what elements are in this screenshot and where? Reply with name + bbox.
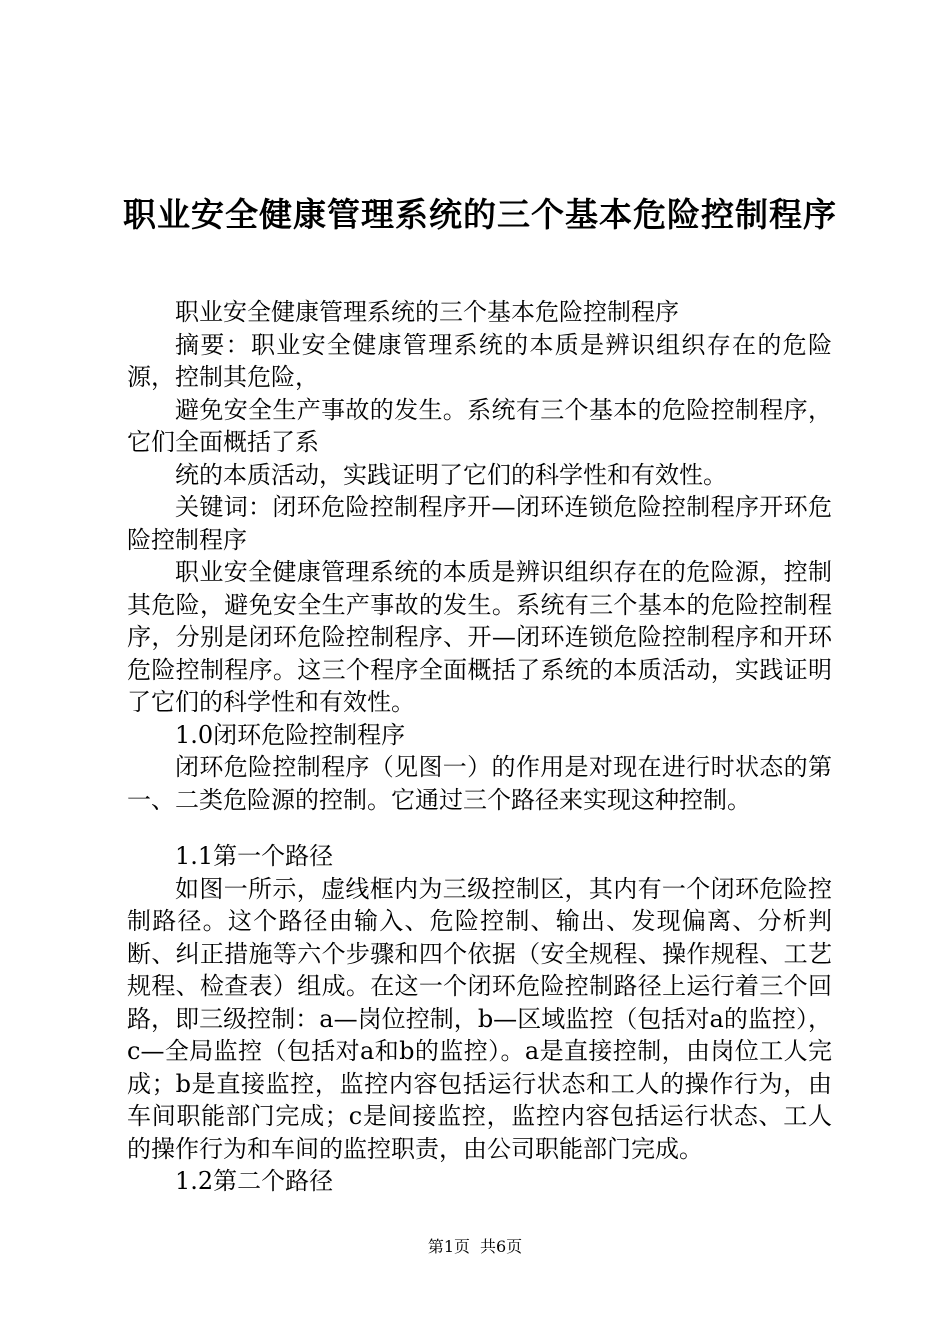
section-heading-1-0: 1.0闭环危险控制程序 [175, 720, 406, 749]
abstract-line-2: 避免安全生产事故的发生。系统有三个基本的危险控制程序，它们全面概括了系 [127, 395, 832, 456]
section-1-0-paragraph: 闭环危险控制程序（见图一）的作用是对现在进行时状态的第一、二类危险源的控制。它通过三个路径来实现这种控制。 [127, 753, 832, 814]
intro-title-line: 职业安全健康管理系统的三个基本危险控制程序 [175, 298, 679, 326]
intro-paragraph: 职业安全健康管理系统的本质是辨识组织存在的危险源，控制其危险，避免安全生产事故的发生。系统有三个基本的危险控制程序，分别是闭环危险控制程序、开—闭环连锁危险控制程序和开环危险控制程序。这三个程序全面概括了系统的本质活动，实践证明了它们的科学性和有效性。 [127, 558, 832, 716]
page-total: 共6页 [480, 1237, 523, 1256]
section-heading-1-2: 1.2第二个路径 [175, 1167, 334, 1195]
keywords-paragraph: 关键词：闭环危险控制程序开—闭环连锁危险控制程序开环危险控制程序 [127, 493, 832, 554]
section-heading-1-1: 1.1第一个路径 [175, 842, 334, 870]
section-1-1-paragraph: 如图一所示，虚线框内为三级控制区，其内有一个闭环危险控制路径。这个路径由输入、危险控制、输出、发现偏离、分析判断、纠正措施等六个步骤和四个依据（安全规程、操作规程、工艺规程、检查表）组成。在这一个闭环危险控制路径上运行着三个回路，即三级控制：a—岗位控制，b—区域监控（包括对a的监控），c—全局监控（包括对a和b的监控）。a是直接控制，由岗位工人完成；b是直接监控，监控内容包括运行状态和工人的操作行为，由车间职能部门完成；c是间接监控，监控内容包括运行状态、工人的操作行为和车间的监控职责，由公司职能部门完成。 [127, 874, 832, 1163]
document-body [127, 296, 832, 1198]
abstract-line-1: 摘要：职业安全健康管理系统的本质是辨识组织存在的危险源，控制其危险， [127, 330, 832, 391]
document-title: 职业安全健康管理系统的三个基本危险控制程序 [123, 195, 837, 234]
page-number: 第1页 [427, 1237, 470, 1256]
page-footer [0, 1237, 950, 1257]
abstract-line-3: 统的本质活动，实践证明了它们的科学性和有效性。 [175, 460, 727, 489]
